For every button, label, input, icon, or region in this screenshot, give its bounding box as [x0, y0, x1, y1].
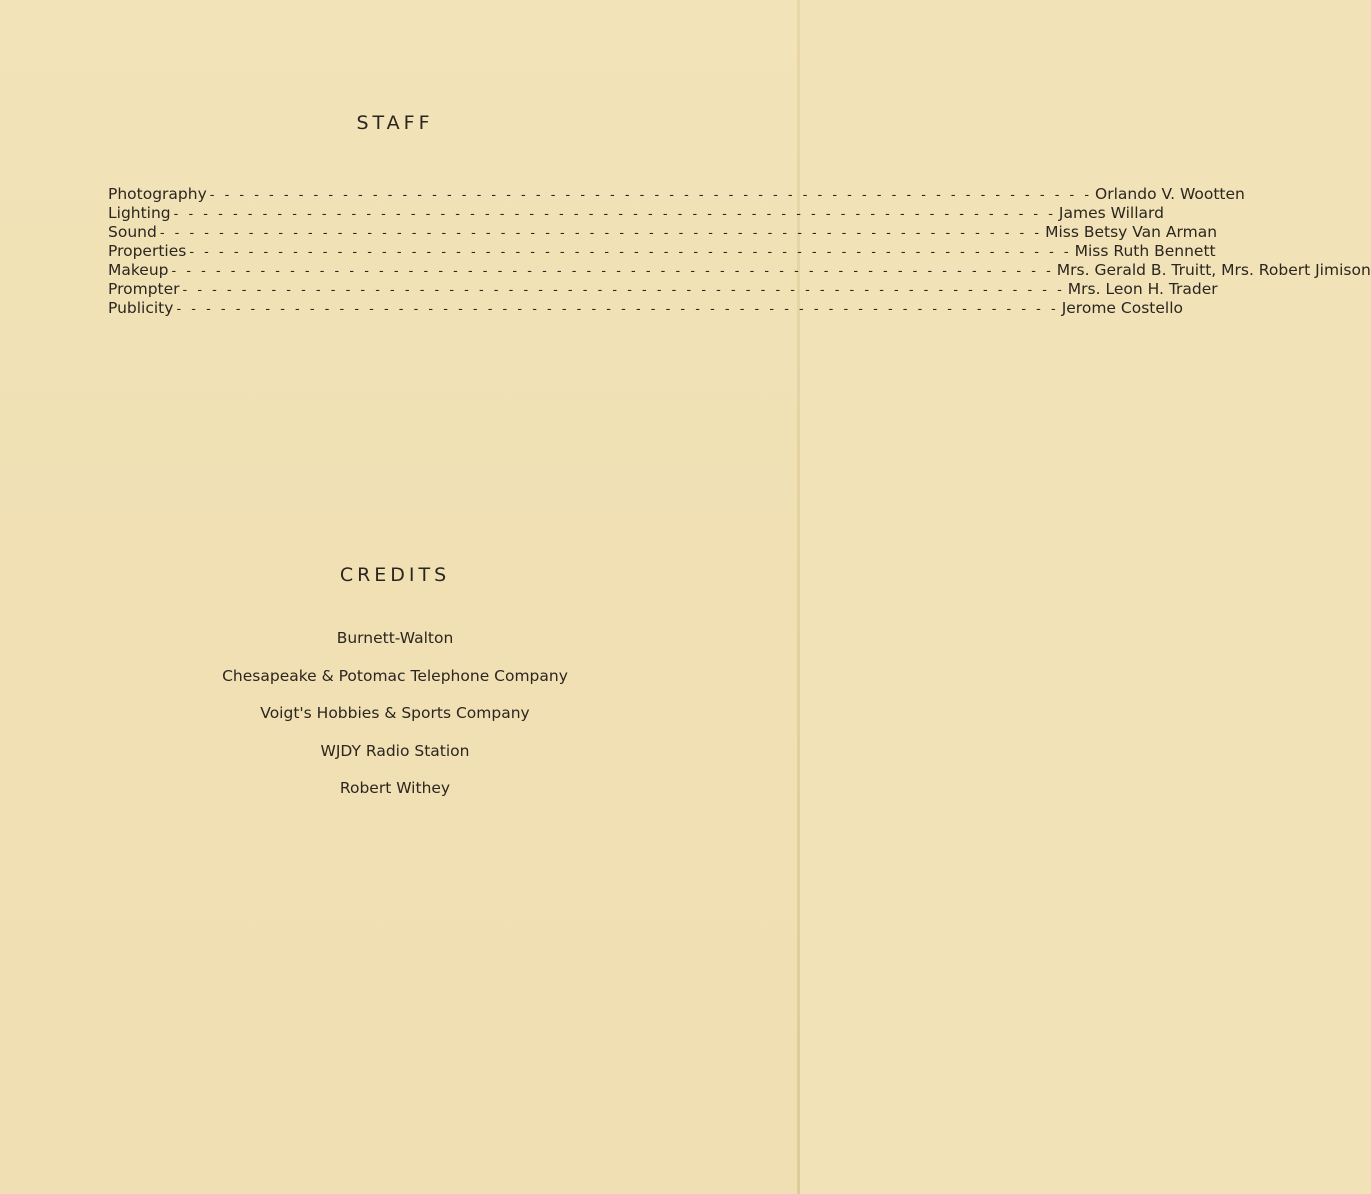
credit-item: WJDY Radio Station: [320, 741, 470, 760]
credit-item: Robert Withey: [339, 779, 451, 797]
staff-name: Orlando V. Wootten: [1095, 185, 1245, 203]
dot-leader: - - - - - - - - - - - - - - - - - - - - - - - - - - - - - - - - - - - - - - - - - - - - - - - - - - - - - - - - - - - -: [176, 302, 1059, 317]
dot-leader: - - - - - - - - - - - - - - - - - - - - - - - - - - - - - - - - - - - - - - - - - - - - - - - - - - - - - - - - - - - -: [209, 188, 1093, 203]
staff-row: [108, 223, 1218, 242]
staff-name: Miss Ruth Bennett: [1074, 242, 1216, 260]
staff-role: Makeup: [108, 261, 169, 279]
staff-name: Mrs. Leon H. Trader: [1067, 280, 1218, 298]
staff-row: [108, 185, 1245, 204]
dot-leader: - - - - - - - - - - - - - - - - - - - - - - - - - - - - - - - - - - - - - - - - - - - - - - - - - - - - - - - - - - - -: [182, 283, 1065, 298]
credits-heading: CREDITS: [339, 564, 451, 586]
dot-leader: - - - - - - - - - - - - - - - - - - - - - - - - - - - - - - - - - - - - - - - - - - - - - - - - - - - - - - - - - - - -: [173, 207, 1056, 222]
staff-row: [108, 242, 1216, 261]
staff-name: Miss Betsy Van Arman: [1045, 223, 1218, 241]
staff-name: Jerome Costello: [1061, 299, 1183, 317]
staff-role: Sound: [108, 223, 157, 241]
dot-leader: - - - - - - - - - - - - - - - - - - - - - - - - - - - - - - - - - - - - - - - - - - - - - - - - - - - - - - - - - - - -: [159, 226, 1043, 241]
staff-role: Lighting: [108, 204, 171, 222]
staff-row: [108, 280, 1218, 299]
staff-name: Mrs. Gerald B. Truitt, Mrs. Robert Jimison: [1056, 261, 1371, 279]
credit-item: Chesapeake & Potomac Telephone Company: [222, 666, 568, 685]
page-edge: [797, 0, 800, 1194]
dot-leader: - - - - - - - - - - - - - - - - - - - - - - - - - - - - - - - - - - - - - - - - - - - - - - - - - - - - - - - - - - - -: [171, 264, 1054, 279]
staff-name: James Willard: [1058, 204, 1164, 222]
staff-role: Properties: [108, 242, 187, 260]
credits-list: [0, 628, 790, 816]
staff-heading: STAFF: [356, 112, 434, 134]
credit-item: Voigt's Hobbies & Sports Company: [260, 704, 530, 722]
staff-row: [108, 261, 1371, 280]
credit-item: Burnett-Walton: [336, 629, 454, 647]
dot-leader: - - - - - - - - - - - - - - - - - - - - - - - - - - - - - - - - - - - - - - - - - - - - - - - - - - - - - - - - - - - -: [189, 245, 1072, 260]
staff-role: Prompter: [108, 280, 180, 298]
staff-row: [108, 204, 1164, 223]
staff-row: [108, 299, 1183, 318]
staff-list: [108, 185, 1371, 318]
staff-role: Publicity: [108, 299, 174, 317]
staff-role: Photography: [108, 185, 207, 203]
